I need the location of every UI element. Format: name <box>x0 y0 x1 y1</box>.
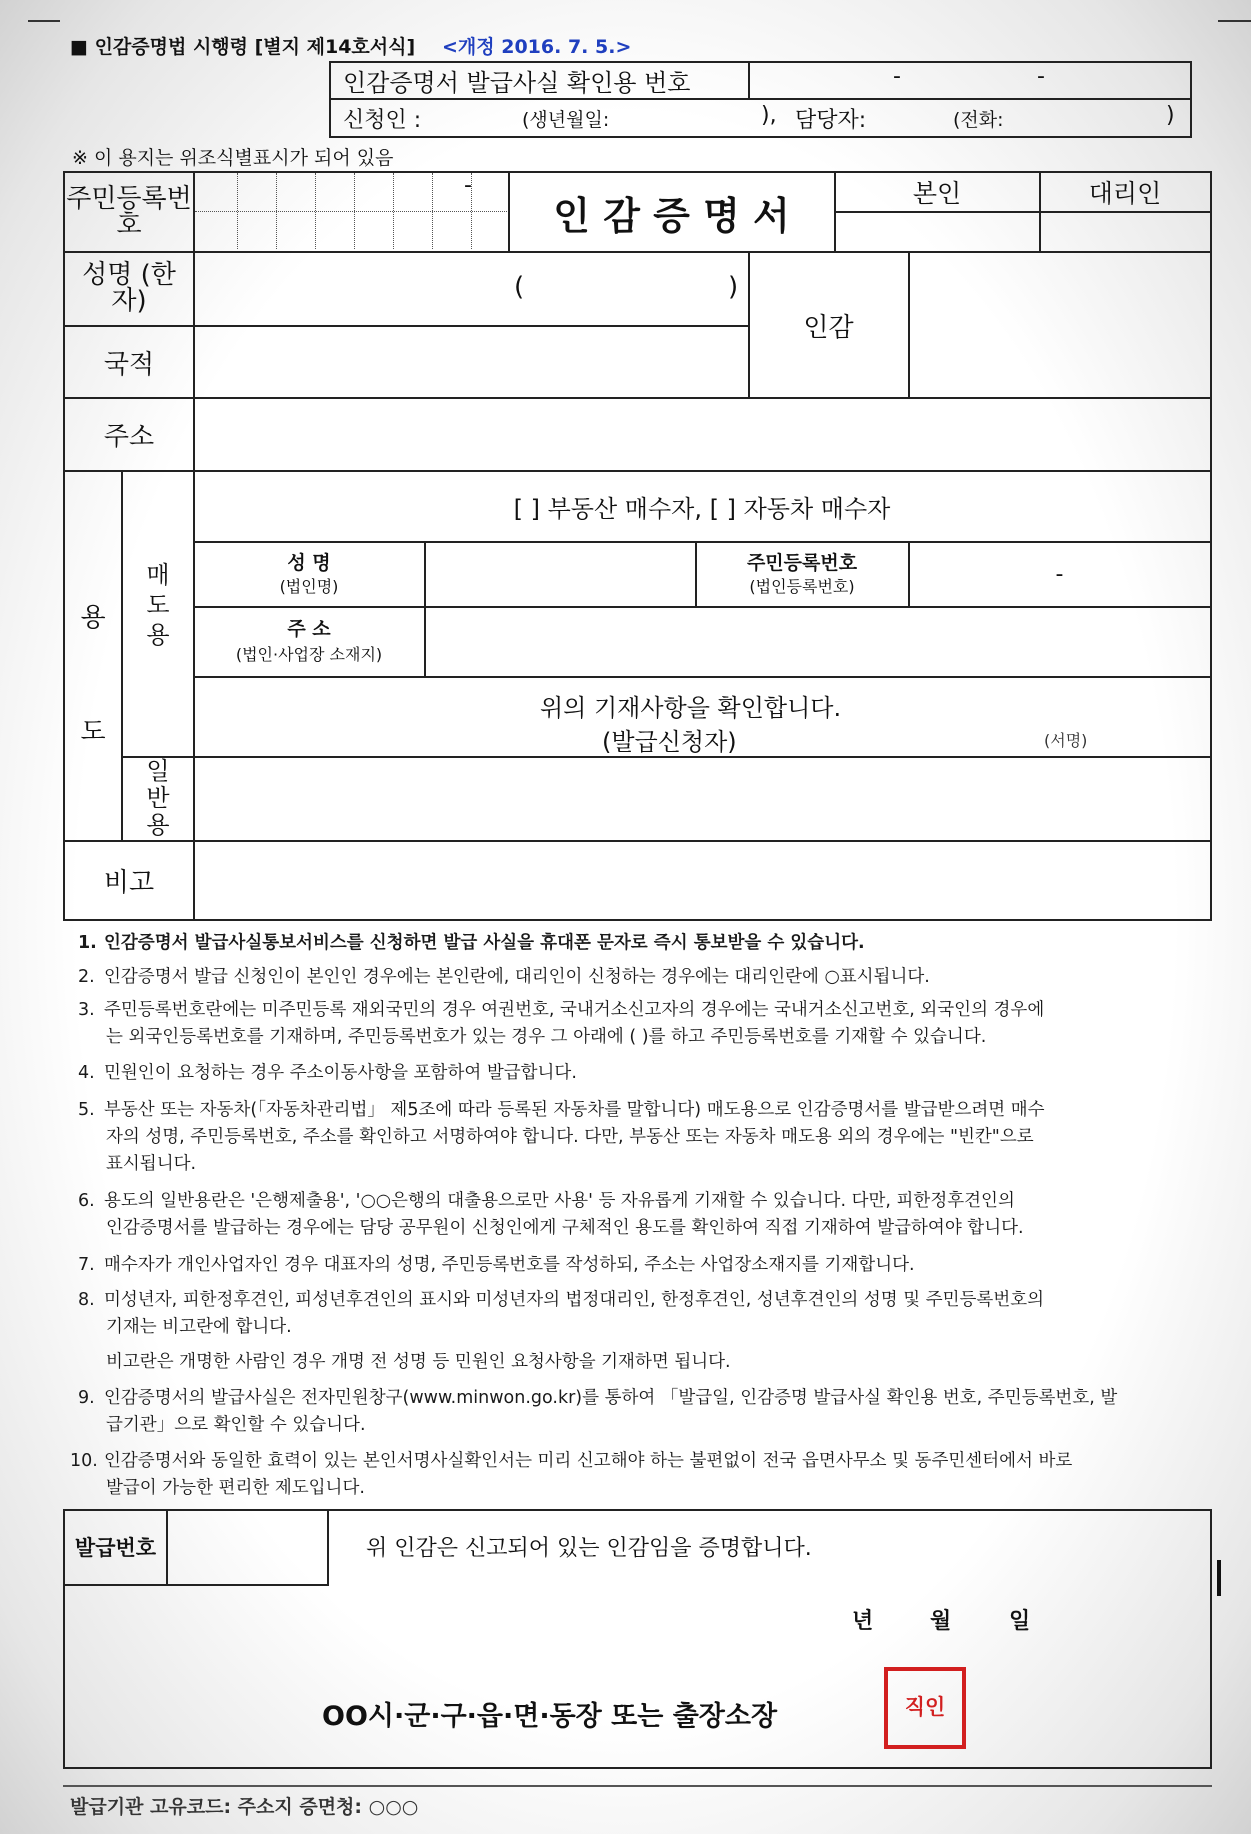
name-paren-close: ) <box>728 272 739 302</box>
nationality-field[interactable] <box>195 327 747 397</box>
applicant-label: 신청인 : <box>343 108 422 133</box>
self-label: 본인 <box>912 179 962 208</box>
note-4: 4. 민원인이 요청하는 경우 주소이동사항을 포함하여 발급합니다. <box>78 1063 577 1083</box>
birthdate-label: (생년월일: <box>522 109 610 131</box>
phone-label: (전화: <box>953 109 1004 131</box>
revision-date: <개정 2016. 7. 5.> <box>442 36 632 58</box>
buyer-options[interactable]: [ ] 부동산 매수자, [ ] 자동차 매수자 <box>513 494 891 523</box>
purpose-label-2: 도 <box>80 716 106 747</box>
note-8: 8. 미성년자, 피한정후견인, 피성년후견인의 표시와 미성년자의 법정대리인, 한정후견인, 성년후견인의 성명 및 주민등록번호의 기재는 비고란에 합니다. 비고란은 개명한 사람인 경우 개명 전 성명 등 민원인 요청사항을 기재하면 됩니다. <box>78 1290 1045 1372</box>
note-9: 9. 인감증명서의 발급사실은 전자민원창구(www.minwon.go.kr)를 통하여 「발급일, 인감증명 발급사실 확인용 번호, 주민등록번호, 발 급기관」으로 확인할 수 있습니다. <box>78 1388 1118 1435</box>
nationality-label: 국적 <box>103 349 155 380</box>
applicant-signer: (발급신청자) <box>602 728 737 756</box>
agent-mark-cell[interactable] <box>1041 213 1209 249</box>
agent-label: 대리인 <box>1088 179 1162 208</box>
note-1: 1. 인감증명서 발급사실통보서비스를 신청하면 발급 사실을 휴대폰 문자로 즉시 통보받을 수 있습니다. <box>78 933 865 953</box>
watermark-notice: ※ 이 용지는 위조식별표시가 되어 있음 <box>72 147 394 169</box>
buyer-resident-field[interactable]: - <box>1055 562 1064 587</box>
note-2: 2. 인감증명서 발급 신청인이 본인인 경우에는 본인란에, 대리인이 신청하는 경우에는 대리인란에 ○표시됩니다. <box>78 967 930 987</box>
resident-no-label: 주민등록번호 <box>66 184 192 240</box>
officer-label: 담당자: <box>795 108 867 133</box>
resident-no-dash: - <box>464 173 472 198</box>
buyer-resident-label-cell <box>697 545 907 605</box>
name-paren-open: ( <box>514 272 525 302</box>
buyer-resident-sub: (법인등록번호) <box>749 577 855 596</box>
seal-label: 인감 <box>803 312 854 343</box>
signature-label[interactable]: (서명) <box>1044 731 1088 750</box>
confirm-text: 위의 기재사항을 확인합니다. <box>540 694 842 722</box>
note-7: 7. 매수자가 개인사업자인 경우 대표자의 성명, 주민등록번호를 작성하되, 주소는 사업장소재지를 기재합니다. <box>78 1255 915 1275</box>
buyer-name-field[interactable] <box>426 543 694 606</box>
buyer-name-label-cell <box>195 545 423 605</box>
note-10: 10. 인감증명서와 동일한 효력이 있는 본인서명사실확인서는 미리 신고해야 하는 불편없이 전국 읍면사무소 및 동주민센터에서 바로 발급이 가능한 편리한 제도입니다. <box>70 1451 1073 1498</box>
issue-check-dash: - <box>893 64 901 89</box>
seal-image-area <box>910 253 1209 397</box>
year-label: 년 <box>852 1609 874 1634</box>
sale-use-label: 매 도 용 <box>146 561 170 649</box>
month-label: 월 <box>930 1609 952 1634</box>
general-use-field[interactable] <box>195 758 1209 840</box>
buyer-resident-label: 주민등록번호 <box>746 552 858 574</box>
buyer-address-field[interactable] <box>426 608 1209 676</box>
birthdate-close: ), <box>761 103 777 128</box>
corner-mark <box>1218 20 1251 22</box>
note-6: 6. 용도의 일반용란은 '은행제출용', '○○은행의 대출용으로만 사용' 등 자유롭게 기재할 수 있습니다. 다만, 피한정후견인의 인감증명서를 발급하는 경우에는 담당 공무원이 신청인에게 구체적인 용도를 확인하여 직접 기재하여 발급하여야 합니다. <box>78 1191 1024 1238</box>
issue-no-field[interactable] <box>169 1511 326 1583</box>
corner-mark <box>28 20 60 22</box>
name-label: 성명 (한자) <box>82 260 176 316</box>
edge-mark <box>1217 1560 1221 1596</box>
issue-check-label: 인감증명서 발급사실 확인용 번호 <box>343 69 691 97</box>
certify-text: 위 인감은 신고되어 있는 인감임을 증명합니다. <box>366 1536 812 1561</box>
remarks-field[interactable] <box>195 842 1209 919</box>
issue-check-dash: - <box>1037 64 1045 89</box>
buyer-name-label: 성 명 <box>287 552 331 574</box>
buyer-address-sub: (법인·사업장 소재지) <box>235 645 383 664</box>
note-3: 3. 주민등록번호란에는 미주민등록 재외국민의 경우 여권번호, 국내거소신고자의 경우에는 국내거소신고번호, 외국인의 경우에 는 외국인등록번호를 기재하며, 주민등록번호가 있는 경우 그 아래에 ( )를 하고 주민등록번호를 기재할 수 있습니다. <box>78 1000 1045 1047</box>
issue-no-label: 발급번호 <box>74 1536 157 1560</box>
bottom-line: 발급기관 고유코드: 주소지 증면청: ○○○ <box>70 1796 419 1818</box>
form-title: 인 감 증 명 서 <box>553 193 790 238</box>
buyer-address-label: 주 소 <box>287 618 331 640</box>
phone-close: ) <box>1166 103 1175 128</box>
address-label: 주소 <box>103 422 155 452</box>
general-use-label: 일 반 용 <box>146 757 170 839</box>
purpose-label-1: 용 <box>80 602 106 633</box>
address-field[interactable] <box>195 399 1209 470</box>
buyer-address-label-cell <box>195 610 423 674</box>
form-ref: ■ 인감증명법 시행령 [별지 제14호서식] <box>70 36 416 58</box>
remarks-label: 비고 <box>103 868 155 898</box>
self-mark-cell[interactable] <box>836 213 1038 249</box>
issuer-text: OO시·군·구·읍·면·동장 또는 출장소장 <box>322 1701 778 1732</box>
name-field[interactable] <box>195 255 747 323</box>
buyer-name-sub: (법인명) <box>279 577 339 596</box>
official-seal-stamp: 직인 <box>884 1667 966 1749</box>
note-5: 5. 부동산 또는 자동차(「자동차관리법」 제5조에 따라 등록된 자동차를 말합니다) 매도용으로 인감증명서를 발급받으려면 매수 자의 성명, 주민등록번호, 주소를 확인하고 서명하여야 합니다. 다만, 부동산 또는 자동차 매도용 외의 경우에는 "빈칸"으로 표시됩니다. <box>78 1100 1045 1174</box>
day-label: 일 <box>1009 1609 1031 1634</box>
